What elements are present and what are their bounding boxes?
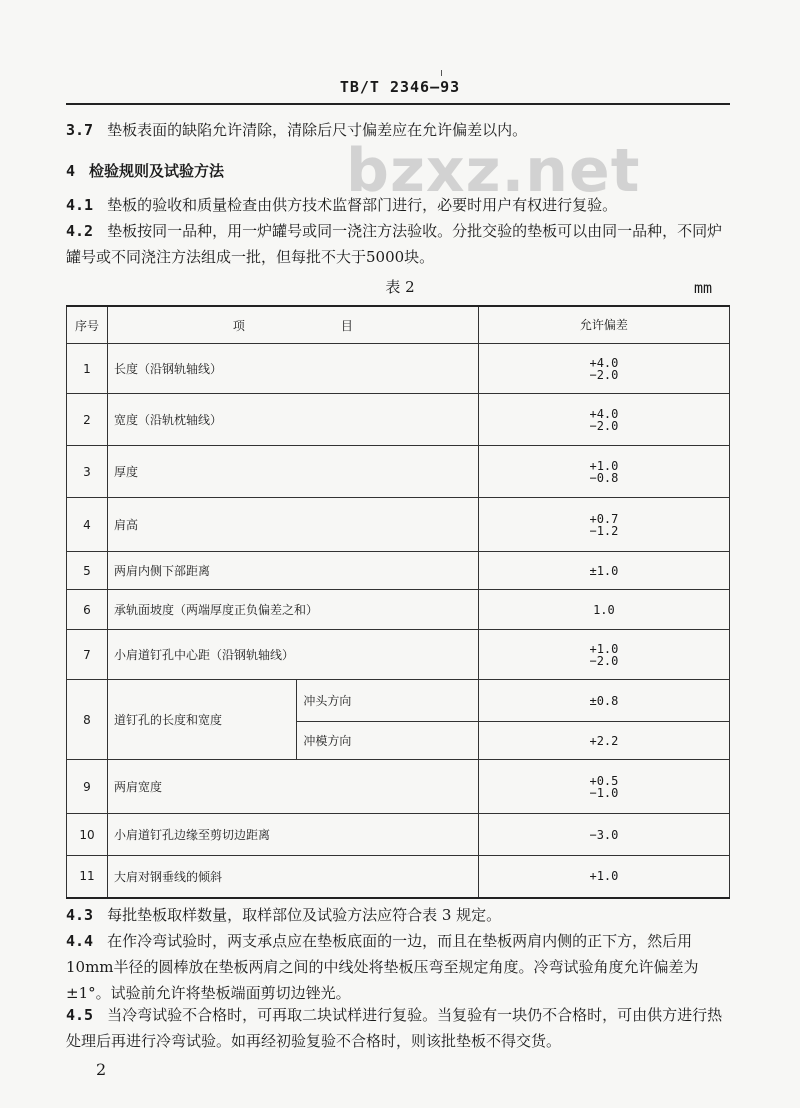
row-item: 小肩道钉孔边缘至剪切边距离 [107,814,478,856]
row-deviation: +1.0 −2.0 [478,630,729,680]
row-number: 4 [67,498,108,552]
row-item: 大肩对钢垂线的倾斜 [107,856,478,898]
row-number: 3 [67,446,108,498]
clause-4-4 [66,928,730,1006]
table-row [67,552,730,590]
header-rule [66,103,730,105]
table-row [67,344,730,394]
row-number: 5 [67,552,108,590]
clause-text: 每批垫板取样数量，取样部位及试验方法应符合表 3 规定。 [107,906,502,924]
table-row [67,394,730,446]
watermark: bzxz.net [346,136,641,206]
row-deviation: +0.7 −1.2 [478,498,729,552]
row-number: 2 [67,394,108,446]
section-heading-4 [66,158,730,184]
row-item: 宽度（沿轨枕轴线） [107,394,478,446]
row-item: 肩高 [107,498,478,552]
row-item: 长度（沿钢轨轴线） [107,344,478,394]
table-caption: 表 2 [385,278,415,296]
clause-3-7 [66,117,730,143]
table-row [67,814,730,856]
row-deviation: +4.0 −2.0 [478,394,729,446]
clause-text: 垫板按同一品种，用一炉罐号或同一浇注方法验收。分批交验的垫板可以由同一品种，不同炉罐号或不同浇注方法组成一批，但每批不大于5000块。 [66,222,723,266]
row-deviation: +2.2 [478,722,729,760]
clause-4-3 [66,902,730,928]
header-item: 项 目 [107,306,478,344]
row-deviation: +4.0 −2.0 [478,344,729,394]
clause-text: 当冷弯试验不合格时，可再取二块试样进行复验。当复验有一块仍不合格时，可由供方进行热处理后再进行冷弯试验。如再经初验复验不合格时，则该批垫板不得交货。 [66,1006,723,1050]
row-deviation: ±1.0 [478,552,729,590]
row-item: 两肩宽度 [107,760,478,814]
clause-4-1 [66,192,730,218]
row-number: 9 [67,760,108,814]
table-row [67,680,730,722]
row-number: 11 [67,856,108,898]
row-deviation: +0.5 −1.0 [478,760,729,814]
clause-4-2 [66,218,730,270]
table-unit: mm [694,279,713,297]
row-deviation: 1.0 [478,590,729,630]
scan-mark [441,70,442,76]
row-number: 8 [67,680,108,760]
clause-text: 垫板表面的缺陷允许清除，清除后尺寸偏差应在允许偏差以内。 [107,121,528,139]
table-header-row [67,306,730,344]
row-number: 10 [67,814,108,856]
row-number: 7 [67,630,108,680]
clause-number: 4.2 [66,222,94,240]
clause-number: 4.5 [66,1006,94,1024]
tolerance-table [66,305,730,899]
row-deviation: ±0.8 [478,680,729,722]
clause-4-5 [66,1002,730,1054]
table-row [67,498,730,552]
row-item: 小肩道钉孔中心距（沿钢轨轴线） [107,630,478,680]
row-deviation: +1.0 [478,856,729,898]
table-row [67,630,730,680]
section-number: 4 [66,162,76,180]
clause-number: 4.1 [66,196,94,214]
clause-text: 在作冷弯试验时，两支承点应在垫板底面的一边，而且在垫板两肩内侧的正下方，然后用10mm半径的圆棒放在垫板两肩之间的中线处将垫板压弯至规定角度。冷弯试验角度允许偏差为±1°。试验前允许将垫板端面剪切边锉光。 [66,932,699,1002]
header-sn: 序号 [67,306,108,344]
table-row [67,590,730,630]
clause-text: 垫板的验收和质量检查由供方技术监督部门进行，必要时用户有权进行复验。 [107,196,618,214]
clause-number: 4.3 [66,906,94,924]
table-row [67,856,730,898]
table-row [67,760,730,814]
doc-code-header: TB/T 2346—93 [339,78,461,96]
table-row [67,446,730,498]
row-number: 1 [67,344,108,394]
row-item: 两肩内侧下部距离 [107,552,478,590]
row-number: 6 [67,590,108,630]
page-number: 2 [96,1060,107,1079]
row-subitem: 冲模方向 [297,722,478,760]
row-deviation: +1.0 −0.8 [478,446,729,498]
row-subitem: 冲头方向 [297,680,478,722]
row-item: 承轨面坡度（两端厚度正负偏差之和） [107,590,478,630]
clause-number: 4.4 [66,932,94,950]
clause-number: 3.7 [66,121,94,139]
section-title: 检验规则及试验方法 [89,162,225,180]
row-item: 厚度 [107,446,478,498]
header-dev: 允许偏差 [478,306,729,344]
row-deviation: −3.0 [478,814,729,856]
row-item: 道钉孔的长度和宽度 [107,680,296,760]
